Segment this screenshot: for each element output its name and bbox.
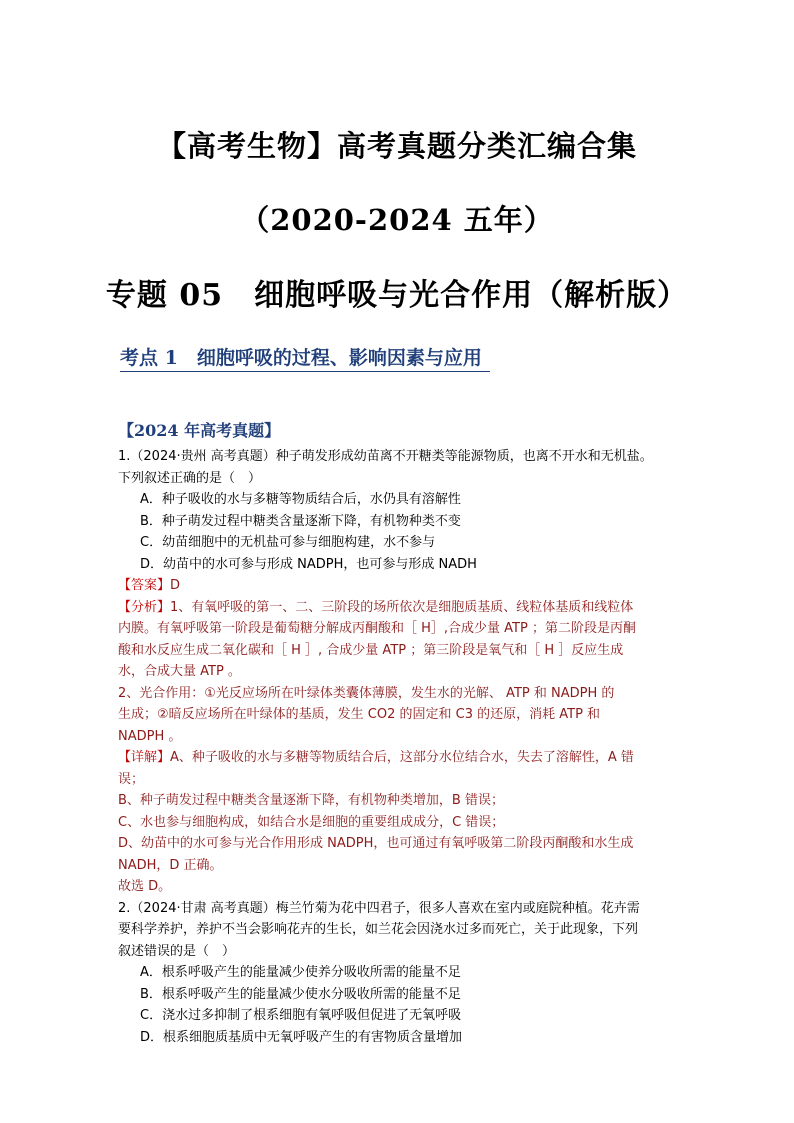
analysis-line: 水，合成大量 ATP 。	[118, 664, 241, 679]
section-heading: 考点 1 细胞呼吸的过程、影响因素与应用	[120, 343, 490, 372]
detail-line: 故选 D。	[118, 879, 172, 894]
analysis-tag: 【分析】	[118, 599, 171, 615]
question-stem-line: 叙述错误的是（ ）	[118, 943, 236, 959]
year-heading: 【2024 年高考真题】	[118, 421, 281, 440]
analysis-line: 【分析】1、有氧呼吸的第一、二、三阶段的场所依次是细胞质基质、线粒体基质和线粒体	[118, 599, 634, 615]
analysis-line: 生成；②暗反应场所在叶绿体的基质，发生 CO2 的固定和 C3 的还原，消耗 ATP 和	[118, 707, 601, 722]
answer-line	[118, 575, 690, 597]
detail-line: C、水也参与细胞构成，如结合水是细胞的重要组成成分，C 错误；	[118, 814, 505, 830]
analysis-line: 酸和水反应生成二氧化碳和［ H ］, 合成少量 ATP ；第三阶段是氧气和［ H ］反应生成	[118, 642, 624, 658]
document-topic-title: 专题 05 细胞呼吸与光合作用（解析版）	[105, 278, 689, 313]
option-c: C．幼苗细胞中的无机盐可参与细胞构建，水不参与	[140, 535, 436, 550]
answer-value: D	[170, 578, 181, 593]
question-1	[118, 446, 690, 898]
option-b: B．根系呼吸产生的能量减少使水分吸收所需的能量不足	[140, 986, 461, 1002]
analysis-line: 2、光合作用：①光反应场所在叶绿体类囊体薄膜，发生水的光解、 ATP 和 NADPH 的	[118, 685, 615, 701]
questions-body	[118, 418, 690, 1048]
question-stem-line: 下列叙述正确的是（ ）	[118, 470, 262, 486]
question-2	[118, 898, 690, 1049]
question-stem-line: 要科学养护，养护不当会影响花卉的生长，如兰花会因浇水过多而死亡，关于此现象，下列	[118, 922, 639, 937]
detail-tag: 【详解】	[118, 750, 171, 765]
question-stem-line: 1.（2024·贵州 高考真题）种子萌发形成幼苗离不开糖类等能源物质，也离不开水和无机盐。	[118, 449, 653, 464]
option-c: C．浇水过多抑制了根系细胞有氧呼吸但促进了无氧呼吸	[140, 1008, 462, 1023]
analysis-line: NADPH 。	[118, 728, 182, 744]
question-stem-line: 2.（2024·甘肃 高考真题）梅兰竹菊为花中四君子，很多人喜欢在室内或庭院种植。花卉需	[118, 900, 640, 916]
detail-line: D、幼苗中的水可参与光合作用形成 NADPH，也可通过有氧呼吸第二阶段丙酮酸和水生成	[118, 836, 634, 851]
document-title: 【高考生物】高考真题分类汇编合集	[156, 129, 637, 163]
analysis-line: 内膜。有氧呼吸第一阶段是葡萄糖分解成丙酮酸和［ H］,合成少量 ATP ；第二阶段是丙酮	[118, 621, 636, 636]
option-a: A．根系呼吸产生的能量减少使养分吸收所需的能量不足	[140, 965, 461, 980]
option-d: D．幼苗中的水可参与形成 NADPH，也可参与形成 NADH	[140, 556, 477, 572]
option-a: A．种子吸收的水与多糖等物质结合后，水仍具有溶解性	[140, 492, 461, 507]
detail-line: B、种子萌发过程中糖类含量逐渐下降，有机物种类增加，B 错误；	[118, 793, 504, 808]
option-b: B．种子萌发过程中糖类含量逐渐下降，有机物种类不变	[140, 513, 461, 529]
answer-tag: 【答案】	[118, 578, 171, 593]
detail-line: 【详解】A、种子吸收的水与多糖等物质结合后，这部分水位结合水，失去了溶解性，A 错	[118, 750, 634, 765]
detail-line: NADH，D 正确。	[118, 857, 223, 873]
detail-line: 误；	[118, 771, 145, 787]
option-d: D．根系细胞质基质中无氧呼吸产生的有害物质含量增加	[140, 1029, 463, 1045]
document-year-range: （2020-2024 五年）	[240, 203, 554, 237]
